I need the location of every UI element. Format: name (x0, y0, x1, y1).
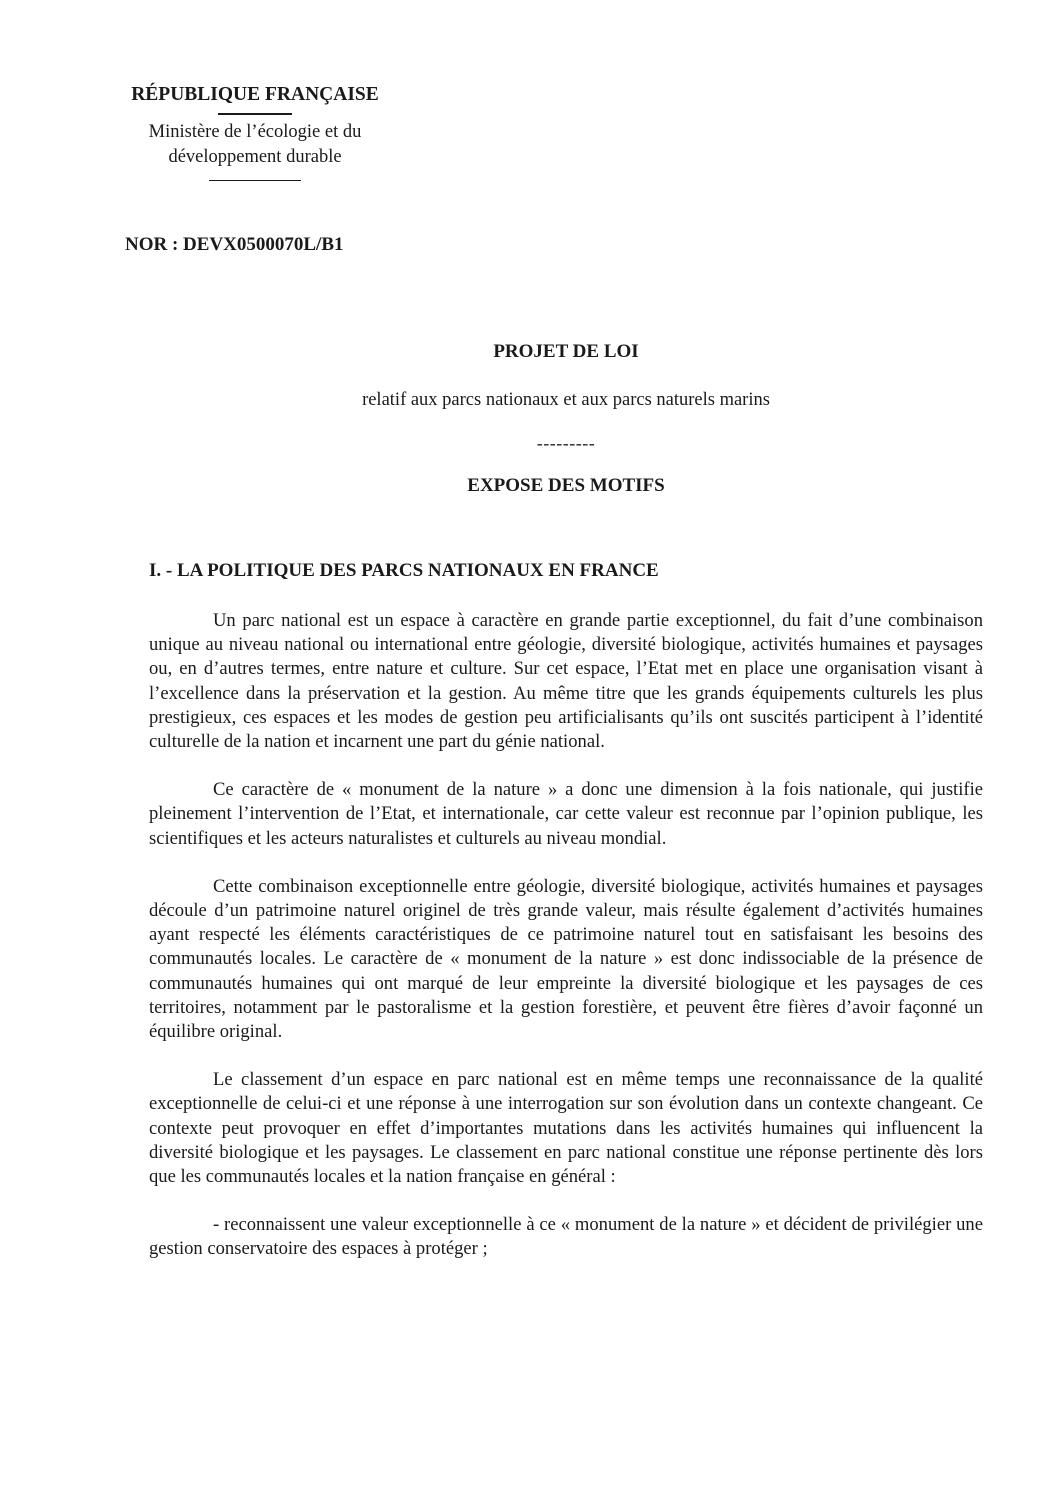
republic-heading: RÉPUBLIQUE FRANÇAISE (131, 84, 379, 105)
letterhead-rule (218, 113, 292, 115)
document-title: PROJET DE LOI (493, 341, 639, 362)
title-separator: --------- (536, 433, 596, 453)
title-block (300, 340, 832, 498)
section-title: EXPOSE DES MOTIFS (467, 475, 665, 496)
section-heading: I. - LA POLITIQUE DES PARCS NATIONAUX EN FRANCE (149, 560, 659, 581)
ministry-name (100, 120, 410, 170)
document-subtitle: relatif aux parcs nationaux et aux parcs naturels marins (362, 390, 770, 410)
list-item: - reconnaissent une valeur exceptionnelle à ce « monument de la nature » et décident de privilégier une gestion conservatoire des espaces à protéger ; (149, 1214, 983, 1260)
paragraph: Ce caractère de « monument de la nature » a donc une dimension à la fois nationale, qui justifie pleinement l’intervention de l’Etat, et internationale, car cette valeur est reconnue par l’opinion publique, les scientifiques et les acteurs naturalistes et culturels au niveau mondial. (149, 779, 983, 849)
paragraph: Un parc national est un espace à caractère en grande partie exceptionnel, du fait d’une combinaison unique au niveau national ou international entre géologie, diversité biologique, activités humaines et paysages ou, en d’autres termes, entre nature et culture. Sur cet espace, l’Etat met en place une organisation visant à l’excellence dans la préservation et la gestion. Au même titre que les grands équipements culturels les plus prestigieux, ces espaces et les modes de gestion peu artificialisants qu’ils ont suscités participent à l’identité culturelle de la nation et incarnent une part du génie national. (149, 610, 983, 753)
ministry-rule (209, 180, 301, 182)
ministry-line-2: développement durable (168, 146, 342, 167)
letterhead (100, 82, 410, 181)
paragraph: Le classement d’un espace en parc national est en même temps une reconnaissance de la qualité exceptionnelle de celui-ci et une réponse à une interrogation sur son évolution dans un contexte changeant. Ce contexte peut provoquer en effet d’importantes mutations dans les activités humaines qui influencent la diversité biologique et les paysages. Le classement en parc national constitue une réponse pertinente dès lors que les communautés locales et la nation française en général : (149, 1069, 983, 1188)
nor-reference: NOR : DEVX0500070L/B1 (125, 234, 344, 255)
paragraph: Cette combinaison exceptionnelle entre géologie, diversité biologique, activités humaines et paysages découle d’un patrimoine naturel originel de très grande valeur, mais résulte également d’activités humaines ayant respecté les éléments caractéristiques de ce patrimoine naturel tout en satisfaisant les besoins des communautés locales. Le caractère de « monument de la nature » est donc indissociable de la présence de communautés humaines qui ont marqué de leur empreinte la diversité biologique et les paysages de ces territoires, notamment par le pastoralisme et la gestion forestière, et peuvent être fières d’avoir façonné un équilibre original. (149, 875, 983, 1043)
body-text (149, 609, 983, 1262)
ministry-line-1: Ministère de l’écologie et du (148, 121, 362, 142)
